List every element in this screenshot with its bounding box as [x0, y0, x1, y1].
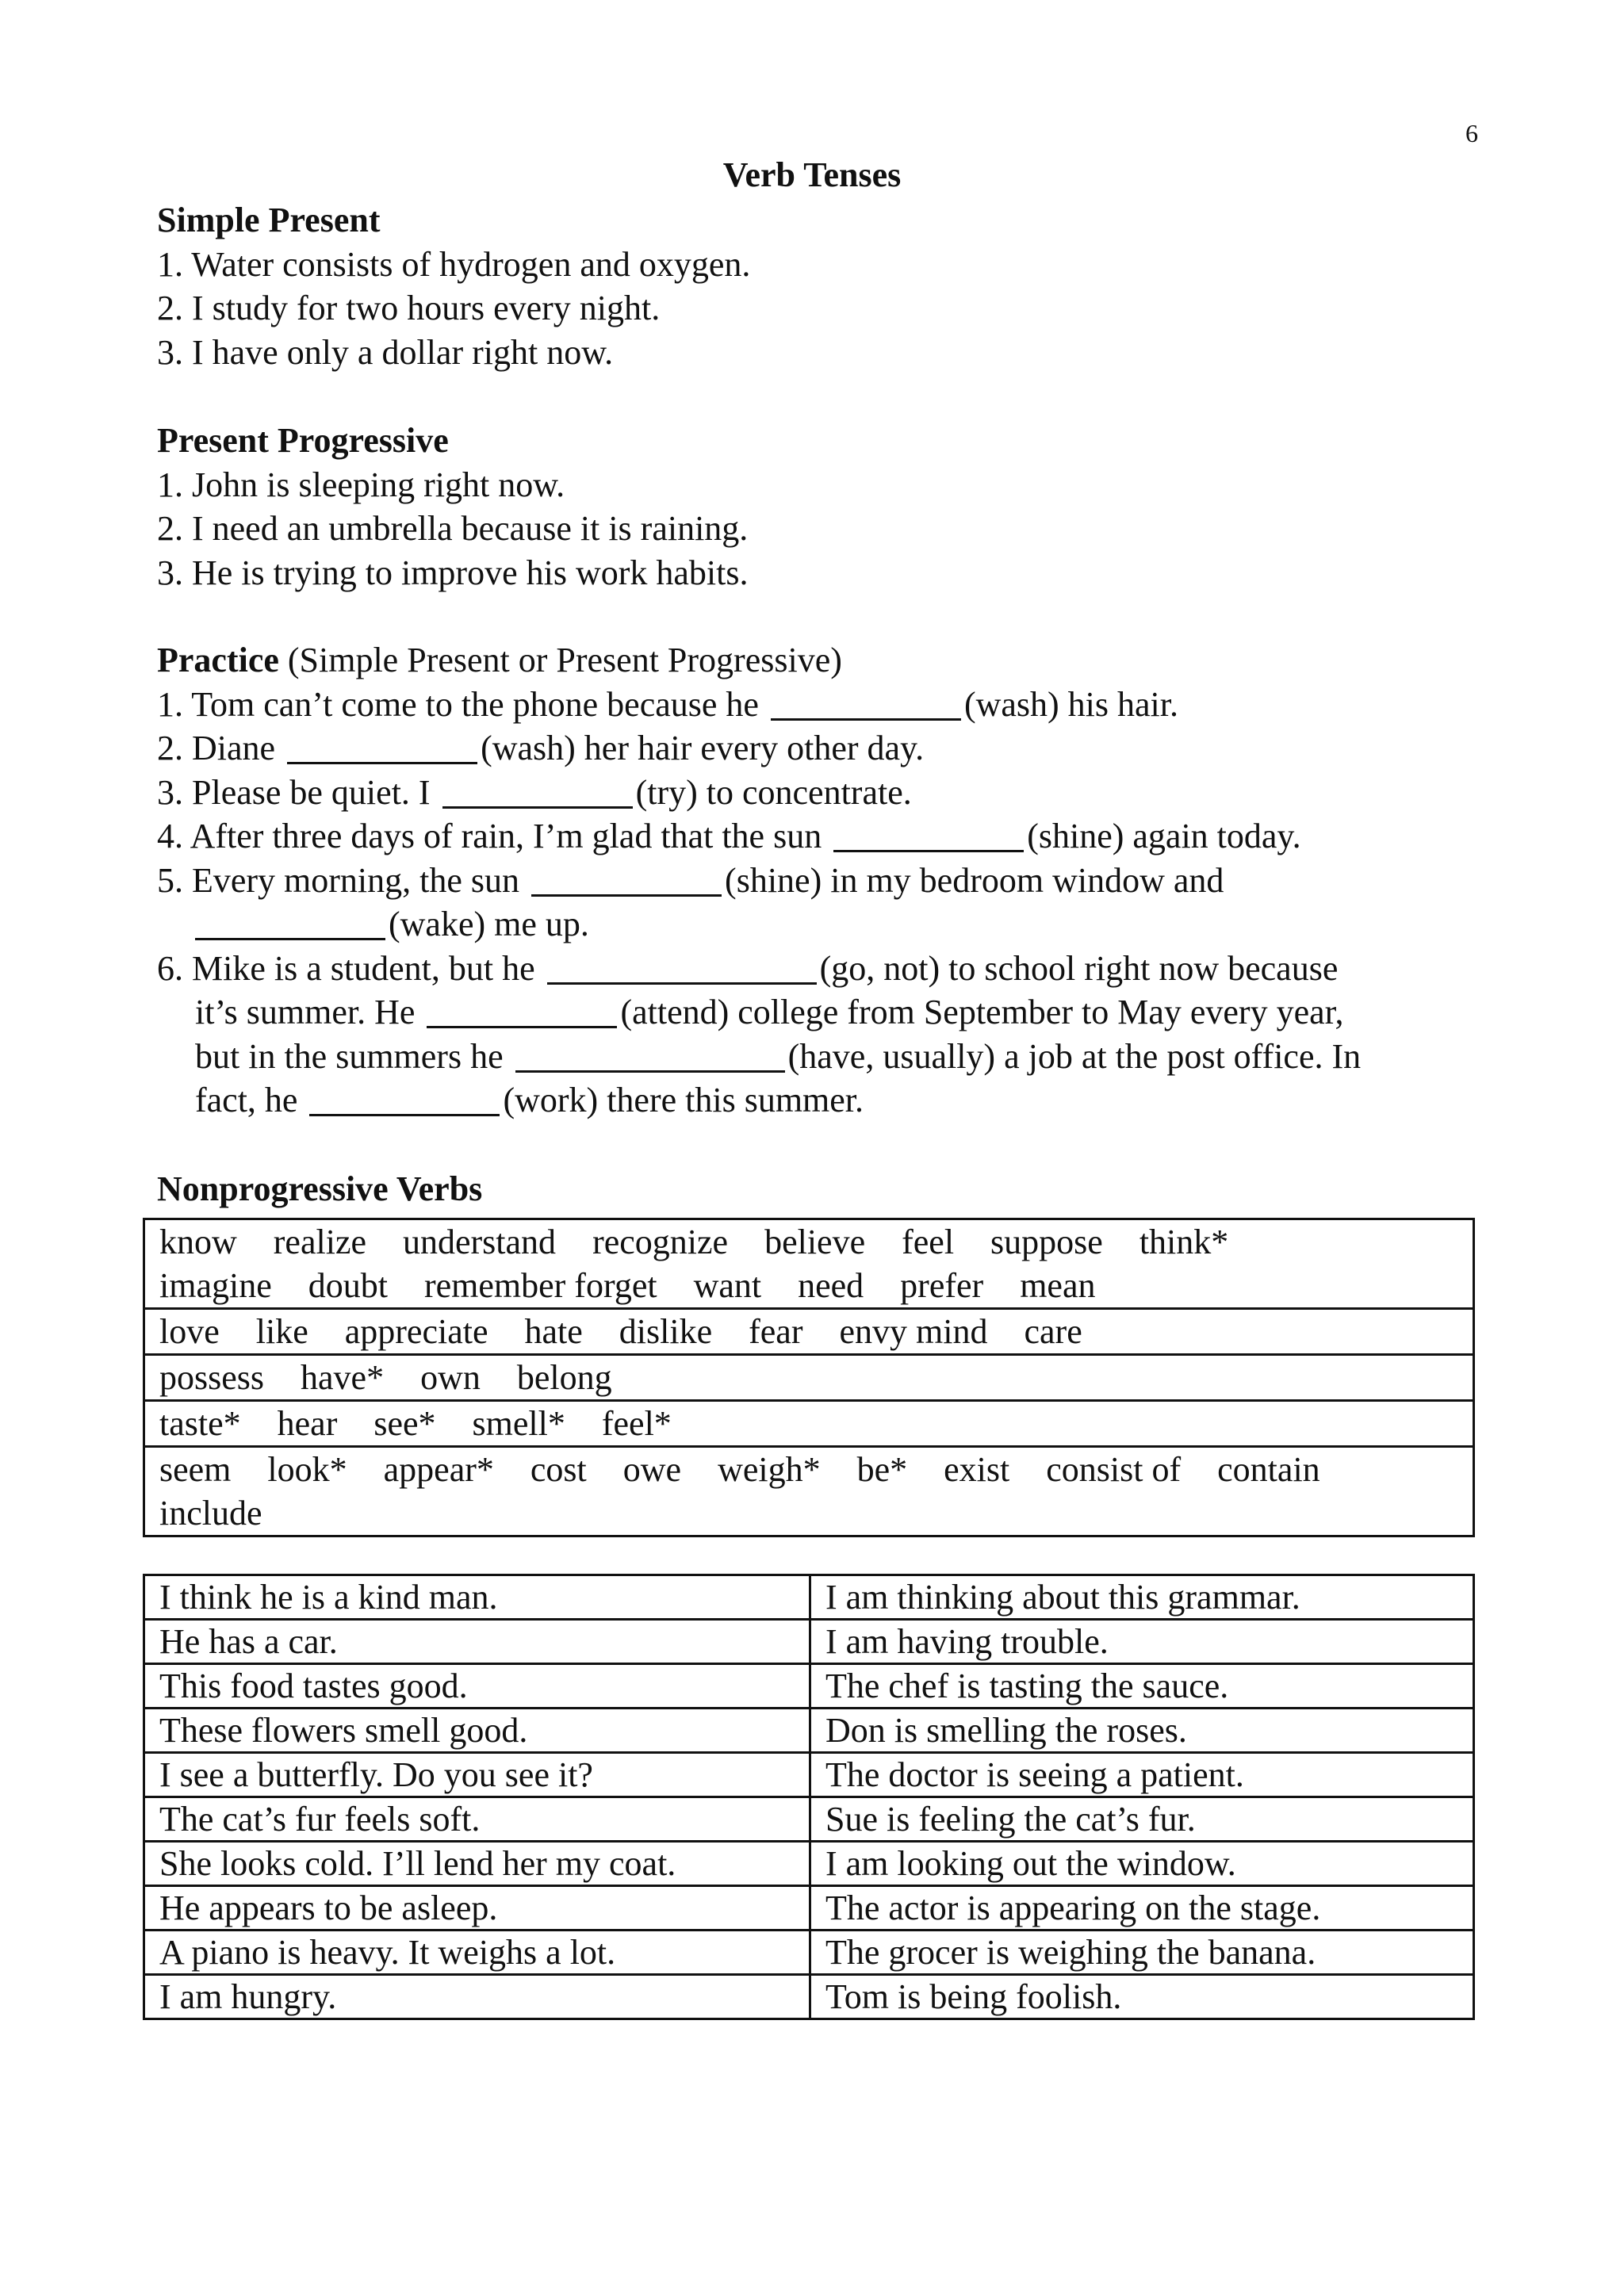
answer-blank[interactable] [287, 730, 477, 764]
verb-word: consist of [1046, 1450, 1182, 1489]
table-row [144, 1797, 1474, 1842]
progressive-example: The grocer is weighing the banana. [810, 1931, 1474, 1975]
question-text: it’s summer. He [195, 993, 416, 1031]
table-row [144, 1886, 1474, 1931]
verbs-cell [144, 1219, 1474, 1309]
nonprogressive-example: A piano is heavy. It weighs a lot. [144, 1931, 810, 1975]
practice-subtitle: (Simple Present or Present Progressive) [278, 641, 842, 679]
verb-word: remember forget [423, 1266, 657, 1305]
verb-word: seem [159, 1450, 232, 1489]
verb-word: owe [622, 1450, 682, 1489]
verb-word: imagine [159, 1266, 272, 1305]
verbs-row-senses [144, 1401, 1474, 1447]
verb-word: be* [856, 1450, 908, 1489]
verb-word: feel* [601, 1404, 672, 1443]
question-text: (wash) her hair every other day. [481, 729, 925, 767]
answer-blank[interactable] [531, 863, 722, 897]
progressive-example: I am looking out the window. [810, 1842, 1474, 1886]
question-text: 1. Tom can’t come to the phone because he [157, 684, 759, 724]
practice-question-3 [157, 771, 1489, 815]
verb-word: exist [944, 1450, 1010, 1489]
verbs-cell [144, 1447, 1474, 1536]
verb-word: appear* [383, 1450, 494, 1489]
verb-word: belong [516, 1358, 612, 1397]
answer-blank[interactable] [515, 1039, 785, 1073]
progressive-example: I am thinking about this grammar. [810, 1575, 1474, 1620]
question-text: 3. Please be quiet. I [157, 772, 431, 812]
question-text: 5. Every morning, the sun [157, 860, 520, 900]
answer-blank[interactable] [547, 951, 817, 985]
page-title: Verb Tenses [722, 155, 902, 194]
verb-word: understand [403, 1223, 557, 1261]
question-text: (shine) again today. [1027, 817, 1301, 855]
verbs-line [159, 1448, 1458, 1491]
answer-blank[interactable] [195, 906, 385, 940]
present-progressive-item: 1. John is sleeping right now. [157, 465, 565, 504]
progressive-example: The doctor is seeing a patient. [810, 1753, 1474, 1797]
question-text: 2. Diane [157, 729, 276, 767]
progressive-example: Sue is feeling the cat’s fur. [810, 1797, 1474, 1842]
answer-blank[interactable] [771, 687, 961, 721]
simple-present-section [157, 198, 1489, 374]
table-row [144, 1975, 1474, 2019]
simple-present-item: 3. I have only a dollar right now. [157, 332, 614, 372]
progressive-example: Tom is being foolish. [810, 1975, 1474, 2019]
verb-word: hear [277, 1404, 338, 1443]
nonprogressive-heading: Nonprogressive Verbs [157, 1169, 483, 1208]
verb-word: dislike [619, 1312, 713, 1351]
progressive-example: Don is smelling the roses. [810, 1709, 1474, 1753]
table-row [144, 1620, 1474, 1664]
verb-word: feel [902, 1223, 955, 1261]
verbs-cell [144, 1401, 1474, 1447]
table-row [144, 1753, 1474, 1797]
verb-word: doubt [308, 1266, 388, 1305]
practice-question-6 [157, 947, 1489, 991]
verb-word: care [1024, 1312, 1082, 1351]
simple-present-item: 1. Water consists of hydrogen and oxygen. [157, 244, 751, 284]
present-progressive-heading: Present Progressive [157, 421, 449, 460]
nonprogressive-example: I see a butterfly. Do you see it? [144, 1753, 810, 1797]
practice-heading: Practice [157, 641, 279, 679]
question-text: (attend) college from September to May every year, [620, 993, 1344, 1031]
verb-word: recognize [592, 1223, 729, 1261]
verb-word: believe [764, 1223, 866, 1261]
verb-word: envy mind [839, 1312, 988, 1351]
verb-word: include [159, 1494, 262, 1533]
practice-question-6-line-2 [157, 990, 1489, 1035]
verbs-line [159, 1264, 1458, 1307]
verb-word: taste* [159, 1404, 241, 1443]
verbs-row-emotion [144, 1309, 1474, 1355]
nonprogressive-example: He appears to be asleep. [144, 1886, 810, 1931]
nonprogressive-example: These flowers smell good. [144, 1709, 810, 1753]
verb-word: cost [530, 1450, 587, 1489]
question-text: (go, not) to school right now because [819, 948, 1339, 988]
simple-present-item: 2. I study for two hours every night. [157, 289, 661, 327]
present-progressive-section [157, 419, 1489, 595]
verb-word: want [693, 1266, 762, 1305]
nonprogressive-example: I think he is a kind man. [144, 1575, 810, 1620]
table-row [144, 1575, 1474, 1620]
verb-word: contain [1217, 1450, 1320, 1489]
verb-word: see* [373, 1404, 436, 1443]
question-text: (try) to concentrate. [635, 772, 912, 812]
present-progressive-item: 3. He is trying to improve his work habits. [157, 553, 749, 592]
question-text: (wake) me up. [389, 905, 589, 943]
nonprogressive-example: She looks cold. I’ll lend her my coat. [144, 1842, 810, 1886]
verb-word: fear [749, 1312, 803, 1351]
question-text: 6. Mike is a student, but he [157, 948, 535, 988]
question-text: fact, he [195, 1081, 298, 1119]
verb-word: possess [159, 1358, 265, 1397]
verb-word: think* [1139, 1223, 1229, 1261]
progressive-example: I am having trouble. [810, 1620, 1474, 1664]
verb-word: look* [267, 1450, 347, 1489]
verbs-line [159, 1220, 1458, 1264]
practice-heading-line [157, 638, 1489, 683]
practice-question-5-cont [157, 902, 1489, 947]
practice-question-1 [157, 683, 1489, 727]
nonprogressive-example: He has a car. [144, 1620, 810, 1664]
table-row [144, 1709, 1474, 1753]
question-text: 4. After three days of rain, I’m glad that the sun [157, 817, 822, 855]
question-text: but in the summers he [195, 1036, 504, 1076]
nonprogressive-example: I am hungry. [144, 1975, 810, 2019]
table-row [144, 1664, 1474, 1709]
progressive-example: The actor is appearing on the stage. [810, 1886, 1474, 1931]
practice-question-6-line-4 [157, 1078, 1489, 1123]
verb-word: appreciate [344, 1312, 488, 1351]
verbs-row-mental [144, 1219, 1474, 1309]
present-progressive-item: 2. I need an umbrella because it is raining. [157, 509, 749, 548]
verbs-row-possession [144, 1355, 1474, 1401]
practice-question-6-line-3 [157, 1035, 1489, 1079]
verbs-cell [144, 1309, 1474, 1355]
table-row [144, 1931, 1474, 1975]
answer-blank[interactable] [442, 775, 633, 809]
verb-word: mean [1020, 1266, 1096, 1305]
page-number: 6 [1465, 119, 1478, 147]
verb-word: weigh* [718, 1450, 821, 1489]
answer-blank[interactable] [833, 818, 1024, 852]
question-text: (work) there this summer. [503, 1081, 864, 1119]
verbs-cell [144, 1355, 1474, 1401]
verb-word: know [159, 1223, 237, 1261]
verbs-row-other [144, 1447, 1474, 1536]
practice-section [157, 638, 1489, 1123]
question-text: (have, usually) a job at the post office. In [787, 1036, 1362, 1076]
answer-blank[interactable] [309, 1082, 500, 1116]
practice-question-4 [157, 814, 1489, 859]
verbs-line [159, 1491, 1458, 1535]
verb-word: suppose [990, 1223, 1103, 1261]
nonprogressive-verbs-table [143, 1218, 1475, 1537]
verb-word: own [420, 1358, 481, 1397]
question-text: (shine) in my bedroom window and [725, 860, 1224, 900]
question-text: (wash) his hair. [963, 684, 1178, 724]
progressive-example: The chef is tasting the sauce. [810, 1664, 1474, 1709]
verb-word: love [159, 1312, 220, 1351]
nonprogressive-example: The cat’s fur feels soft. [144, 1797, 810, 1842]
practice-question-5 [157, 859, 1489, 903]
verb-word: have* [301, 1358, 385, 1397]
verb-word: smell* [472, 1404, 565, 1443]
verb-word: like [255, 1312, 308, 1351]
answer-blank[interactable] [427, 994, 617, 1028]
simple-present-heading: Simple Present [157, 201, 381, 239]
verb-word: need [798, 1266, 864, 1305]
verb-word: hate [524, 1312, 583, 1351]
nonprogressive-example: This food tastes good. [144, 1664, 810, 1709]
table-row [144, 1842, 1474, 1886]
verb-word: prefer [900, 1266, 984, 1305]
practice-question-2 [157, 726, 1489, 771]
verb-word: realize [273, 1223, 366, 1261]
nonprogressive-section [157, 1167, 1489, 1211]
examples-table [143, 1574, 1475, 2020]
